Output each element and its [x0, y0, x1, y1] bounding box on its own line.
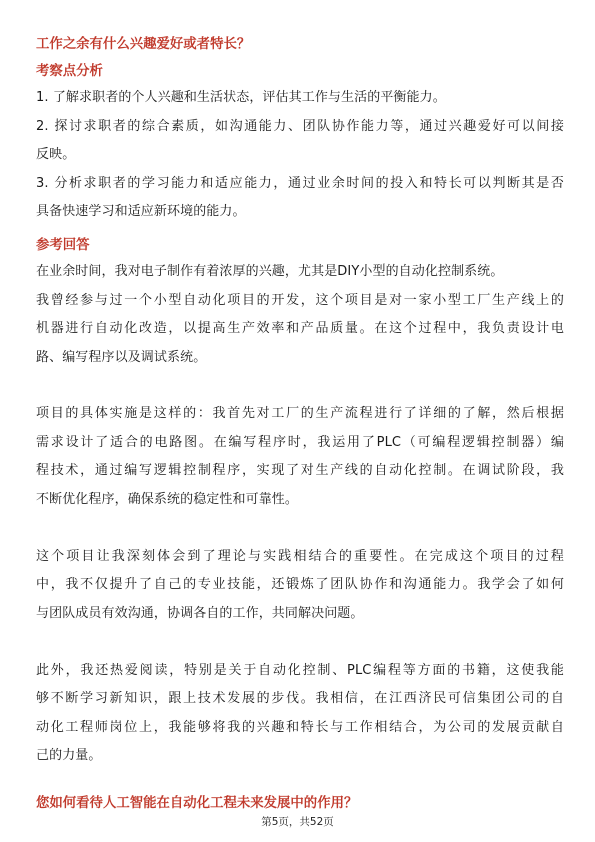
- answer-line: 中，我不仅提升了自己的专业技能，还锻炼了团队协作和沟通能力。我学会了如何: [36, 577, 564, 592]
- answer-heading: 参考回答: [36, 238, 90, 253]
- answer-line: 项目的具体实施是这样的：我首先对工厂的生产流程进行了详细的了解，然后根据: [36, 406, 564, 421]
- answer-line: 路、编写程序以及调试系统。: [36, 350, 207, 365]
- answer-line: 己的力量。: [36, 748, 102, 763]
- answer-line: 此外，我还热爱阅读，特别是关于自动化控制、PLC编程等方面的书籍，这使我能: [36, 663, 564, 678]
- answer-line: 我曾经参与过一个小型自动化项目的开发，这个项目是对一家小型工厂生产线上的: [36, 293, 564, 308]
- analysis-line: 2. 探讨求职者的综合素质，如沟通能力、团队协作能力等，通过兴趣爱好可以间接: [36, 119, 564, 134]
- page-number: 第5页，共52页: [261, 816, 334, 828]
- analysis-line: 具备快速学习和适应新环境的能力。: [36, 204, 246, 219]
- analysis-line: 1. 了解求职者的个人兴趣和生活状态，评估其工作与生活的平衡能力。: [36, 90, 446, 105]
- answer-line: 在业余时间，我对电子制作有着浓厚的兴趣，尤其是DIY小型的自动化控制系统。: [36, 264, 504, 279]
- analysis-line: 3. 分析求职者的学习能力和适应能力，通过业余时间的投入和特长可以判断其是否: [36, 176, 564, 191]
- analysis-line: 反映。: [36, 147, 76, 162]
- next-question-heading: 您如何看待人工智能在自动化工程未来发展中的作用？: [36, 796, 358, 811]
- answer-line: 动化工程师岗位上，我能够将我的兴趣和特长与工作相结合，为公司的发展贡献自: [36, 720, 564, 735]
- answer-line: 不断优化程序，确保系统的稳定性和可靠性。: [36, 492, 299, 507]
- question-heading: 工作之余有什么兴趣爱好或者特长？: [36, 37, 251, 52]
- answer-line: 与团队成员有效沟通，协调各自的工作，共同解决问题。: [36, 606, 364, 621]
- answer-line: 需求设计了适合的电路图。在编写程序时，我运用了PLC（可编程逻辑控制器）编: [36, 435, 564, 450]
- analysis-heading: 考察点分析: [36, 64, 103, 79]
- answer-line: 够不断学习新知识，跟上技术发展的步伐。我相信，在江西济民可信集团公司的自: [36, 691, 564, 706]
- answer-line: 这个项目让我深刻体会到了理论与实践相结合的重要性。在完成这个项目的过程: [36, 549, 564, 564]
- answer-line: 程技术，通过编写逻辑控制程序，实现了对生产线的自动化控制。在调试阶段，我: [36, 463, 564, 478]
- answer-line: 机器进行自动化改造，以提高生产效率和产品质量。在这个过程中，我负责设计电: [36, 321, 564, 336]
